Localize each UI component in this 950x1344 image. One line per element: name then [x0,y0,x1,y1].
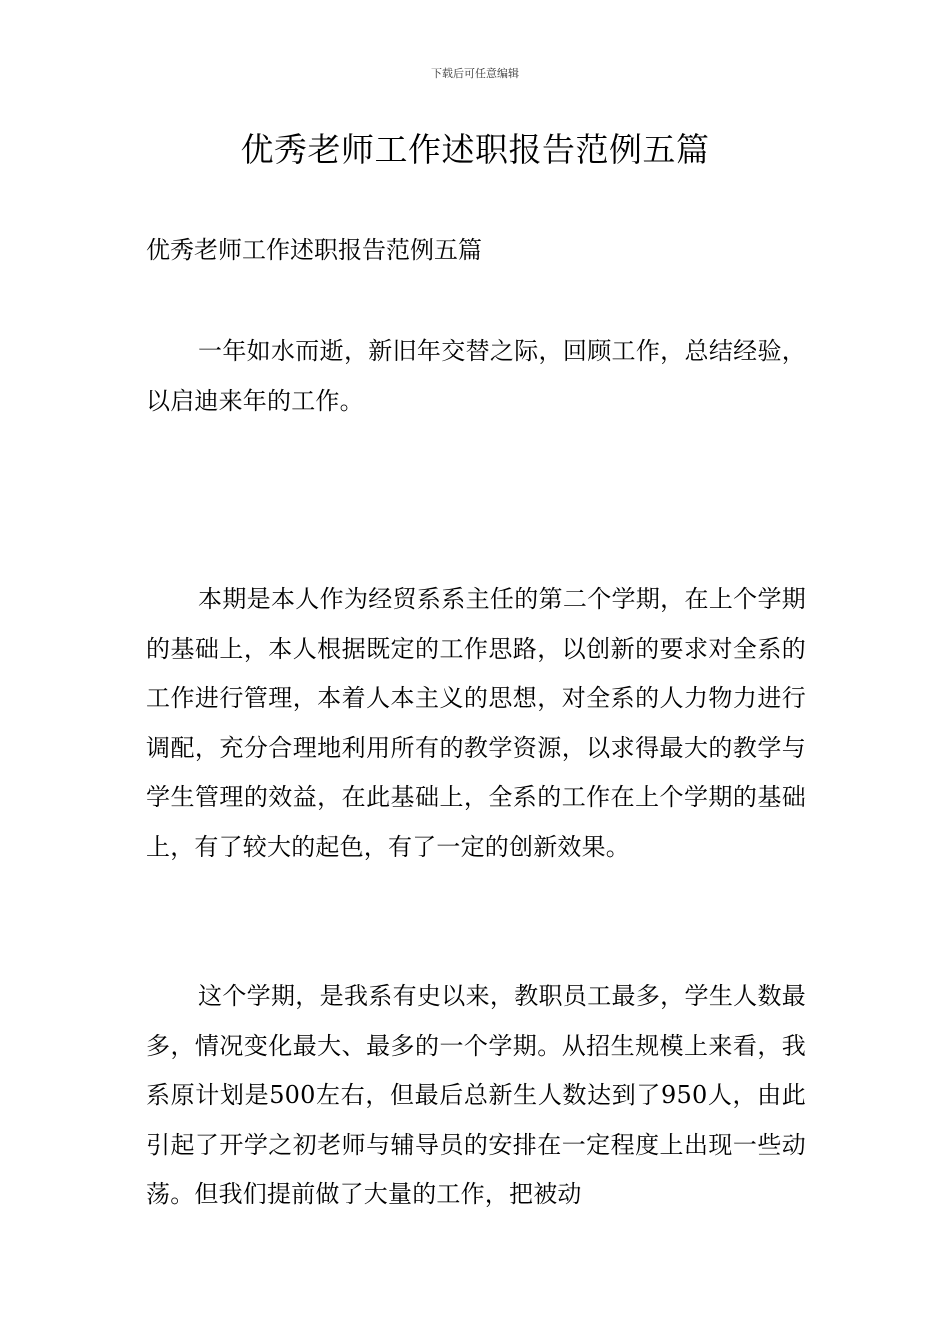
paragraph-intro: 一年如水而逝，新旧年交替之际，回顾工作，总结经验，以启迪来年的工作。 [146,337,806,415]
document-subtitle: 优秀老师工作述职报告范例五篇 [146,236,482,264]
paragraph-semester-summary: 本期是本人作为经贸系系主任的第二个学期，在上个学期的基础上，本人根据既定的工作思路，以创新的要求对全系的工作进行管理，本着人本主义的思想，对全系的人力物力进行调配，充分合理地利用所有的教学资源，以求得最大的教学与学生管理的效益，在此基础上，全系的工作在上个学期的基础上，有了较大的起色，有了一定的创新效果。 [146,585,806,861]
paragraph-enrollment: 这个学期，是我系有史以来，教职员工最多，学生人数最多，情况变化最大、最多的一个学期。从招生规模上来看，我系原计划是500左右，但最后总新生人数达到了950人，由此引起了开学之初老师与辅导员的安排在一定程度上出现一些动荡。但我们提前做了大量的工作，把被动 [146,982,806,1208]
header-note: 下载后可任意编辑 [431,67,519,80]
document-title: 优秀老师工作述职报告范例五篇 [240,130,710,169]
